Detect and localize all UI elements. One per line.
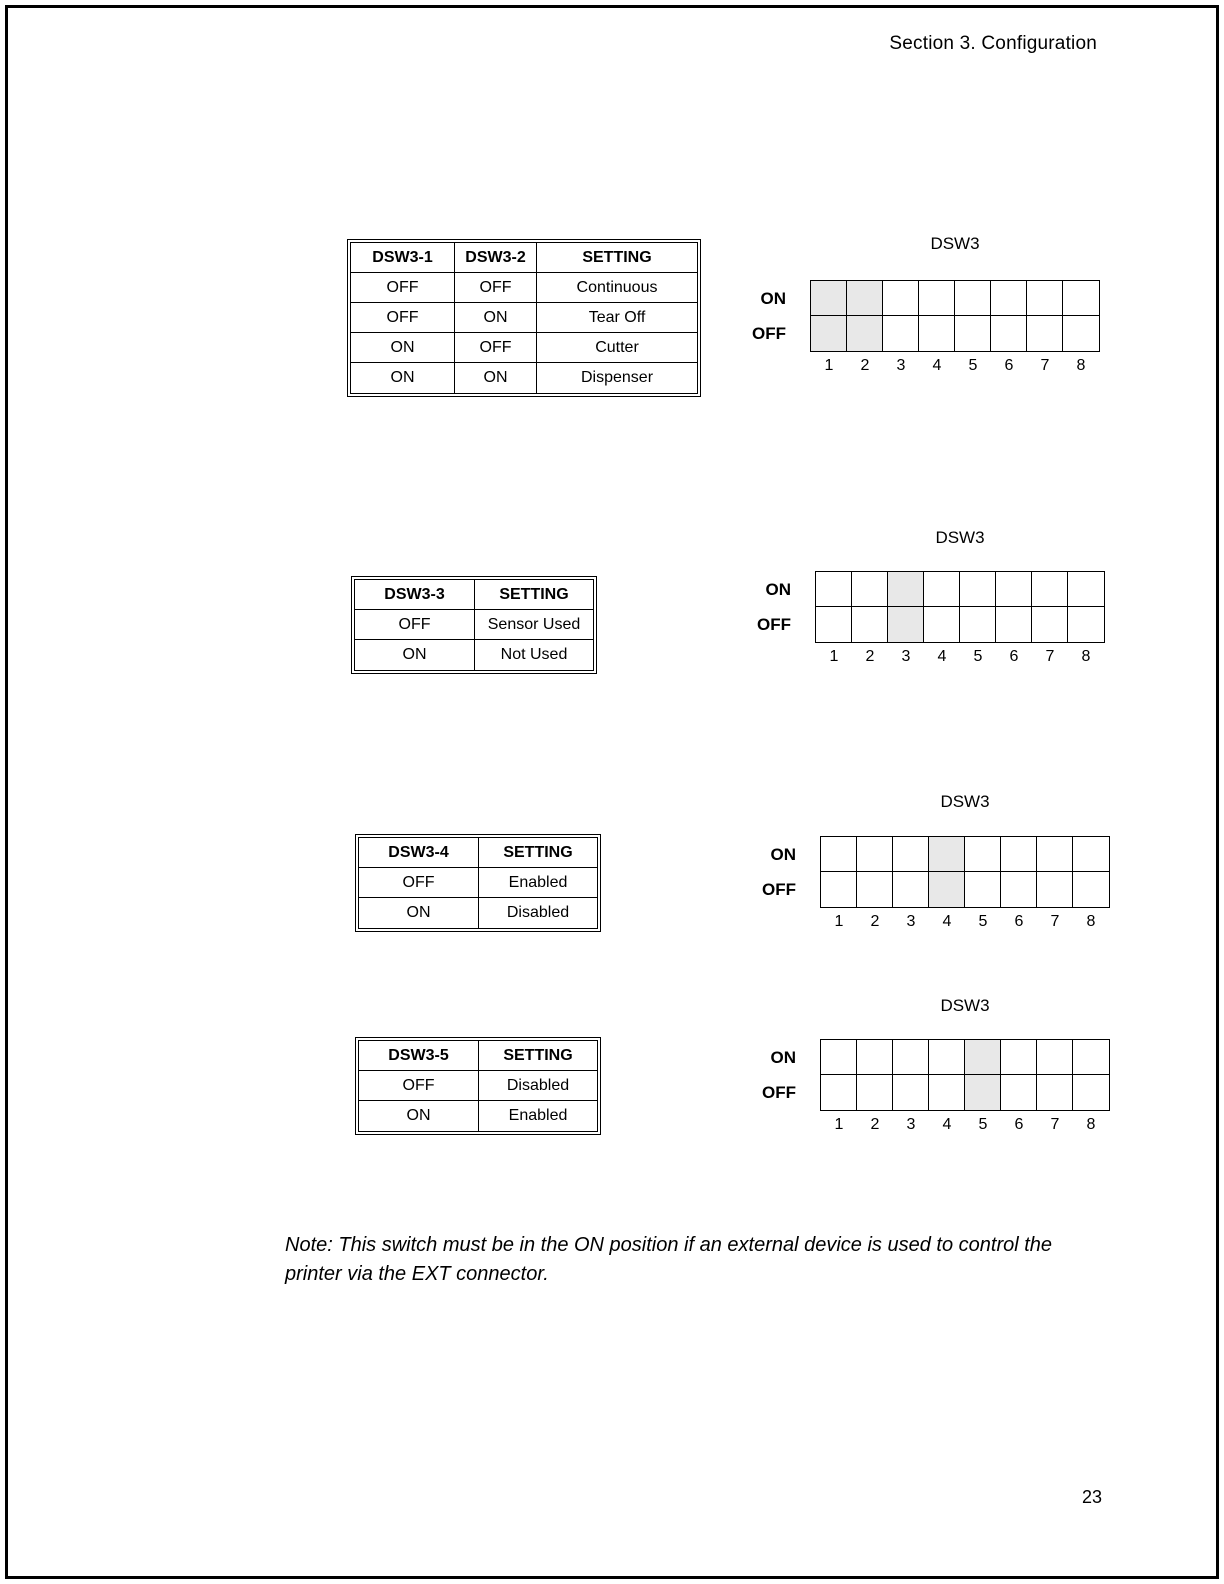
switch-4-off-cell (929, 872, 965, 907)
switch-7-off-cell (1037, 872, 1073, 907)
switch-numbers-row (821, 913, 1109, 931)
switch-7-off-cell (1037, 1075, 1073, 1110)
switch-5-on-cell (965, 1040, 1001, 1075)
switch-8-off-cell (1063, 316, 1099, 351)
table-row (355, 640, 593, 670)
switch-6-on-cell (996, 572, 1032, 607)
table-cell: OFF (355, 610, 475, 640)
switch-number: 6 (1009, 648, 1019, 665)
switch-number: 3 (896, 357, 906, 374)
switch-number: 8 (1086, 1116, 1096, 1133)
switch-7-off-cell (1027, 316, 1063, 351)
on-label: ON (770, 845, 796, 864)
switch-2-off-cell (857, 1075, 893, 1110)
switch-number: 8 (1081, 648, 1091, 665)
switch-numbers-row (811, 357, 1099, 375)
table-row (351, 273, 697, 303)
switch-7-off-cell (1032, 607, 1068, 642)
table-header-row (355, 580, 593, 610)
switch-5-on-cell (955, 281, 991, 316)
switch-1-off-cell (811, 316, 847, 351)
table-cell: ON (359, 898, 479, 928)
switch-6-off-cell (991, 316, 1027, 351)
diagram-title: DSW3 (935, 528, 985, 547)
switch-3-on-cell (888, 572, 924, 607)
switch-number: 5 (978, 913, 988, 930)
switch-2-on-cell (857, 1040, 893, 1075)
switch-4-on-cell (929, 1040, 965, 1075)
table-cell: ON (351, 363, 455, 393)
table-cell: Continuous (537, 273, 697, 303)
switch-number: 7 (1040, 357, 1050, 374)
switch-7-on-cell (1037, 1040, 1073, 1075)
switch-2-off-cell (852, 607, 888, 642)
switch-5-off-cell (955, 316, 991, 351)
switch-1-off-cell (821, 1075, 857, 1110)
table-header-row (359, 838, 597, 868)
switch-5-on-cell (965, 837, 1001, 872)
switch-4-on-cell (924, 572, 960, 607)
table-cell: Enabled (479, 868, 597, 898)
dsw3-1-2-settings-table (347, 239, 701, 397)
table-cell: Dispenser (580, 369, 654, 386)
switch-4-off-cell (929, 1075, 965, 1110)
column-header: SETTING (479, 838, 597, 868)
switch-7-on-cell (1032, 572, 1068, 607)
table-cell: ON (455, 303, 537, 333)
switch-8-on-cell (1073, 837, 1109, 872)
switch-number: 7 (1050, 1116, 1060, 1133)
switch-number: 3 (901, 648, 911, 665)
switch-8-on-cell (1068, 572, 1104, 607)
switch-numbers-row (816, 648, 1104, 666)
table-cell: ON (455, 363, 537, 393)
table-cell: ON (359, 1101, 479, 1131)
switch-number: 1 (829, 648, 839, 665)
switch-4-off-cell (919, 316, 955, 351)
column-header: SETTING (537, 243, 697, 273)
switch-number: 1 (824, 357, 834, 374)
table-cell: Disabled (479, 1071, 597, 1101)
switch-number: 3 (906, 913, 916, 930)
table-cell: OFF (455, 333, 537, 363)
switch-6-on-cell (1001, 837, 1037, 872)
column-header: DSW3-2 (455, 243, 537, 273)
switch-4-off-cell (924, 607, 960, 642)
switch-1-off-cell (821, 872, 857, 907)
switch-1-on-cell (816, 572, 852, 607)
dip-switch-grid (815, 571, 1105, 643)
switch-6-on-cell (991, 281, 1027, 316)
table-row (351, 363, 697, 393)
column-header: DSW3-4 (359, 838, 479, 868)
dip-switch-grid (820, 1039, 1110, 1111)
dip-switch-grid (810, 280, 1100, 352)
switch-number: 4 (937, 648, 947, 665)
column-header: DSW3-1 (351, 243, 455, 273)
switch-number: 5 (968, 357, 978, 374)
switch-2-on-cell (857, 837, 893, 872)
switch-1-off-cell (816, 607, 852, 642)
table-cell: Disabled (506, 904, 570, 921)
table-cell: OFF (359, 1071, 479, 1101)
switch-2-off-cell (847, 316, 883, 351)
switch-4-on-cell (919, 281, 955, 316)
table-header-row (359, 1041, 597, 1071)
switch-number: 7 (1045, 648, 1055, 665)
table-row (355, 610, 593, 640)
switch-number: 4 (942, 1116, 952, 1133)
table-row (359, 1071, 597, 1101)
table-cell: Enabled (508, 1107, 568, 1124)
switch-6-off-cell (996, 607, 1032, 642)
switch-number: 2 (870, 1116, 880, 1133)
off-label: OFF (762, 880, 796, 899)
column-header: DSW3-5 (359, 1041, 479, 1071)
switch-8-on-cell (1073, 1040, 1109, 1075)
switch-5-off-cell (965, 872, 1001, 907)
switch-8-on-cell (1063, 281, 1099, 316)
switch-number: 2 (865, 648, 875, 665)
diagram-title: DSW3 (930, 234, 980, 253)
table-row (351, 333, 697, 363)
switch-6-on-cell (1001, 1040, 1037, 1075)
table-cell: OFF (351, 273, 455, 303)
switch-number: 2 (860, 357, 870, 374)
column-header: SETTING (479, 1041, 597, 1071)
switch-3-off-cell (883, 316, 919, 351)
switch-number: 2 (870, 913, 880, 930)
table-cell: OFF (359, 868, 479, 898)
on-label: ON (765, 580, 791, 599)
switch-1-on-cell (811, 281, 847, 316)
switch-8-off-cell (1073, 872, 1109, 907)
on-label: ON (770, 1048, 796, 1067)
dip-switch-grid (820, 836, 1110, 908)
switch-number: 8 (1086, 913, 1096, 930)
switch-6-off-cell (1001, 872, 1037, 907)
table-cell: OFF (351, 303, 455, 333)
table-cell: ON (351, 333, 455, 363)
on-label: ON (760, 289, 786, 308)
switch-8-off-cell (1073, 1075, 1109, 1110)
dsw3-4-settings-table (355, 834, 601, 932)
switch-number: 5 (973, 648, 983, 665)
switch-1-on-cell (821, 1040, 857, 1075)
switch-5-off-cell (965, 1075, 1001, 1110)
switch-number: 1 (834, 1116, 844, 1133)
switch-number: 6 (1014, 1116, 1024, 1133)
table-row (351, 303, 697, 333)
table-cell: ON (355, 640, 475, 670)
switch-number: 5 (978, 1116, 988, 1133)
diagram-title: DSW3 (940, 996, 990, 1015)
switch-6-off-cell (1001, 1075, 1037, 1110)
switch-3-on-cell (883, 281, 919, 316)
switch-3-off-cell (893, 1075, 929, 1110)
page-number: 23 (1082, 1487, 1103, 1507)
switch-3-on-cell (893, 1040, 929, 1075)
switch-2-on-cell (852, 572, 888, 607)
table-cell: Sensor Used (475, 610, 593, 640)
dsw3-3-settings-table (351, 576, 597, 674)
diagram-title: DSW3 (940, 792, 990, 811)
switch-number: 3 (906, 1116, 916, 1133)
switch-number: 8 (1076, 357, 1086, 374)
switch-numbers-row (821, 1116, 1109, 1134)
switch-number: 4 (942, 913, 952, 930)
switch-5-on-cell (960, 572, 996, 607)
note-text: Note: This switch must be in the ON position if an external device is used to control the printer via the EXT connector. (285, 1234, 1053, 1285)
switch-3-on-cell (893, 837, 929, 872)
switch-7-on-cell (1037, 837, 1073, 872)
column-header: DSW3-3 (355, 580, 475, 610)
column-header: SETTING (475, 580, 593, 610)
dsw3-5-settings-table (355, 1037, 601, 1135)
off-label: OFF (757, 615, 791, 634)
switch-7-on-cell (1027, 281, 1063, 316)
switch-8-off-cell (1068, 607, 1104, 642)
table-header-row (351, 243, 697, 273)
table-cell: Cutter (537, 333, 697, 363)
table-row (359, 868, 597, 898)
table-row (359, 1101, 597, 1131)
section-header: Section 3. Configuration (889, 33, 1097, 54)
switch-number: 7 (1050, 913, 1060, 930)
switch-5-off-cell (960, 607, 996, 642)
off-label: OFF (762, 1083, 796, 1102)
switch-number: 4 (932, 357, 942, 374)
table-cell: Not Used (500, 646, 568, 663)
switch-number: 1 (834, 913, 844, 930)
off-label: OFF (752, 324, 786, 343)
switch-number: 6 (1004, 357, 1014, 374)
table-cell: Tear Off (537, 303, 697, 333)
table-cell: OFF (455, 273, 537, 303)
switch-4-on-cell (929, 837, 965, 872)
switch-3-off-cell (888, 607, 924, 642)
switch-1-on-cell (821, 837, 857, 872)
switch-2-off-cell (857, 872, 893, 907)
switch-number: 6 (1014, 913, 1024, 930)
table-row (359, 898, 597, 928)
switch-2-on-cell (847, 281, 883, 316)
switch-3-off-cell (893, 872, 929, 907)
